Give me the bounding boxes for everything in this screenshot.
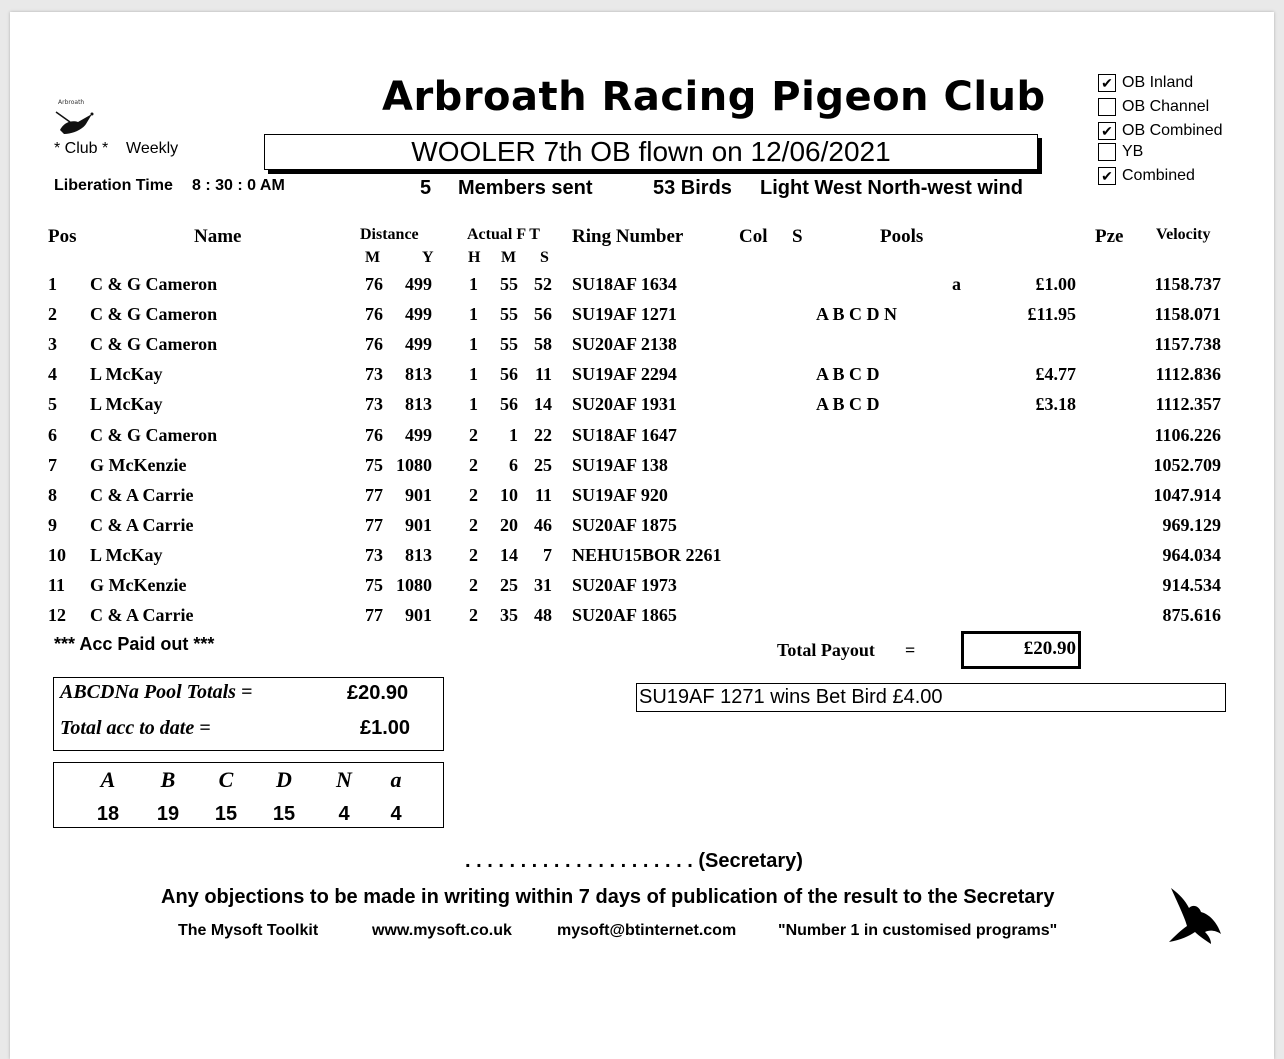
liberation-label: Liberation Time <box>54 177 173 194</box>
total-payout-equals: = <box>905 640 916 660</box>
cell-ring: NEHU15BOR 2261 <box>572 544 722 565</box>
pool-letter: N <box>336 767 352 792</box>
cell-s: 22 <box>534 424 552 445</box>
pool-count: 4 <box>338 803 350 825</box>
cell-pos: 7 <box>48 454 57 475</box>
cell-pze: £3.18 <box>1035 394 1076 415</box>
checkbox-mark-icon: ✔ <box>1098 167 1116 185</box>
pool-count: 15 <box>272 803 296 825</box>
col-dist-m: M <box>365 249 381 266</box>
cell-h: 2 <box>469 484 478 505</box>
cell-dist-y: 813 <box>405 394 432 415</box>
checkbox-yb[interactable]: YB <box>1098 143 1143 161</box>
cell-h: 1 <box>469 274 478 294</box>
cell-ring: SU20AF 1875 <box>572 514 677 535</box>
cell-h: 2 <box>469 544 478 565</box>
cell-m: 10 <box>500 484 518 505</box>
cell-name: G McKenzie <box>90 454 187 475</box>
cell-name: C & A Carrie <box>90 484 194 505</box>
checkbox-mark-icon: ✔ <box>1098 122 1116 140</box>
cell-m: 6 <box>509 454 518 475</box>
cell-ring: SU19AF 138 <box>572 454 668 475</box>
checkbox-ob-channel[interactable]: OB Channel <box>1098 98 1209 116</box>
cell-dist-y: 499 <box>405 424 432 445</box>
col-name: Name <box>194 226 242 247</box>
total-payout-value: £20.90 <box>961 631 1081 669</box>
club-label: * Club * <box>54 140 109 157</box>
cell-dist-y: 499 <box>405 334 432 355</box>
col-sex: S <box>792 226 803 247</box>
cell-h: 2 <box>469 514 478 535</box>
col-h: H <box>468 249 481 266</box>
cell-acc: a <box>952 274 961 294</box>
race-title: WOOLER 7th OB flown on 12/06/2021 <box>264 134 1038 170</box>
footer-email[interactable]: mysoft@btinternet.com <box>557 922 737 939</box>
pool-letter: D <box>276 767 292 792</box>
cell-h: 2 <box>469 605 478 626</box>
cell-h: 1 <box>469 304 478 325</box>
birds-count: 53 Birds <box>653 177 732 199</box>
frequency: Weekly <box>126 140 179 157</box>
cell-s: 46 <box>534 514 552 535</box>
cell-ring: SU20AF 2138 <box>572 334 677 355</box>
cell-name: C & A Carrie <box>90 605 194 626</box>
cell-pos: 9 <box>48 514 57 535</box>
checkbox-mark-icon <box>1098 143 1116 161</box>
col-m: M <box>501 249 517 266</box>
cell-dist-y: 901 <box>405 605 432 626</box>
cell-velocity: 1158.071 <box>1154 304 1221 325</box>
cell-velocity: 969.129 <box>1162 514 1221 535</box>
col-pos: Pos <box>48 226 77 247</box>
cell-velocity: 1047.914 <box>1153 484 1221 505</box>
cell-pos: 2 <box>48 304 57 325</box>
cell-name: C & G Cameron <box>90 304 218 325</box>
col-dist-y: Y <box>422 249 434 266</box>
footer-website[interactable]: www.mysoft.co.uk <box>372 922 512 939</box>
cell-dist-m: 75 <box>365 454 383 475</box>
checkbox-mark-icon: ✔ <box>1098 74 1116 92</box>
bird-silhouette <box>1165 884 1225 946</box>
cell-s: 52 <box>534 274 552 294</box>
col-velocity: Velocity <box>1156 226 1211 243</box>
col-actual: Actual F T <box>467 226 540 243</box>
pool-count: 15 <box>214 803 238 825</box>
cell-dist-y: 1080 <box>396 575 432 595</box>
cell-velocity: 1052.709 <box>1153 454 1221 475</box>
cell-pools: A B C D <box>816 394 880 415</box>
checkbox-ob-inland[interactable]: ✔ OB Inland <box>1098 74 1193 92</box>
cell-ring: SU20AF 1973 <box>572 575 677 595</box>
cell-s: 25 <box>534 454 552 475</box>
col-pze: Pze <box>1095 226 1124 247</box>
cell-dist-m: 73 <box>365 544 383 565</box>
cell-velocity: 1112.357 <box>1155 394 1221 415</box>
cell-velocity: 1106.226 <box>1154 424 1221 445</box>
checkbox-ob-combined[interactable]: ✔ OB Combined <box>1098 122 1223 140</box>
cell-pos: 1 <box>48 274 57 294</box>
cell-dist-m: 76 <box>365 424 383 445</box>
cell-ring: SU19AF 2294 <box>572 364 677 385</box>
cell-dist-m: 76 <box>365 334 383 355</box>
bet-bird-box <box>636 683 1226 712</box>
cell-pze: £11.95 <box>1027 304 1076 325</box>
cell-m: 56 <box>500 394 518 415</box>
cell-m: 55 <box>500 274 518 294</box>
cell-name: C & G Cameron <box>90 274 218 294</box>
cell-dist-y: 499 <box>405 304 432 325</box>
cell-name: L McKay <box>90 544 163 565</box>
cell-dist-m: 73 <box>365 394 383 415</box>
cell-s: 11 <box>534 364 552 385</box>
cell-s: 56 <box>534 304 552 325</box>
cell-m: 56 <box>500 364 518 385</box>
pool-totals-label: ABCDNa Pool Totals = <box>60 681 253 703</box>
cell-name: C & A Carrie <box>90 514 194 535</box>
cell-s: 7 <box>543 544 552 565</box>
logo-text: Arbroath <box>58 99 85 106</box>
col-pools: Pools <box>880 226 924 247</box>
acc-paid-note: *** Acc Paid out *** <box>54 634 215 654</box>
cell-velocity: 1112.836 <box>1155 364 1221 385</box>
cell-h: 1 <box>469 334 478 355</box>
cell-dist-m: 77 <box>365 484 383 505</box>
cell-pos: 8 <box>48 484 57 505</box>
members-label: Members sent <box>458 177 593 199</box>
cell-dist-y: 1080 <box>396 454 432 475</box>
col-ring: Ring Number <box>572 226 684 247</box>
cell-dist-m: 77 <box>365 514 383 535</box>
bird-silhouette-icon <box>1165 884 1225 946</box>
cell-dist-m: 76 <box>365 304 383 325</box>
cell-s: 14 <box>534 394 552 415</box>
cell-ring: SU20AF 1865 <box>572 605 677 626</box>
cell-h: 2 <box>469 454 478 475</box>
cell-ring: SU19AF 920 <box>572 484 668 505</box>
acc-to-date-value: £1.00 <box>360 717 411 739</box>
cell-s: 48 <box>534 605 552 626</box>
cell-ring: SU18AF 1647 <box>572 424 677 445</box>
cell-h: 1 <box>469 364 478 385</box>
cell-velocity: 964.034 <box>1162 544 1221 565</box>
cell-m: 35 <box>500 605 518 626</box>
cell-name: C & G Cameron <box>90 424 218 445</box>
secretary-signature-line: . . . . . . . . . . . . . . . . . . . . . (Secretary) <box>465 850 803 872</box>
cell-h: 1 <box>469 394 478 415</box>
total-payout-label: Total Payout <box>777 640 875 660</box>
cell-velocity: 1158.737 <box>1154 274 1221 294</box>
cell-dist-y: 813 <box>405 544 432 565</box>
club-logo <box>52 92 102 142</box>
cell-pos: 6 <box>48 424 57 445</box>
pool-count: 4 <box>390 803 402 825</box>
cell-ring: SU18AF 1634 <box>572 274 677 294</box>
cell-pools: A B C D N <box>816 304 898 325</box>
cell-pos: 12 <box>48 605 66 626</box>
cell-dist-y: 499 <box>405 274 432 294</box>
acc-to-date-label: Total acc to date = <box>60 717 211 739</box>
pool-letter: C <box>218 767 234 792</box>
cell-velocity: 875.616 <box>1162 605 1221 626</box>
cell-name: C & G Cameron <box>90 334 218 355</box>
cell-dist-m: 75 <box>365 575 383 595</box>
cell-dist-m: 73 <box>365 364 383 385</box>
cell-dist-y: 901 <box>405 484 432 505</box>
cell-s: 58 <box>534 334 552 355</box>
pool-letter: B <box>160 767 176 792</box>
cell-m: 25 <box>500 575 518 595</box>
footer-toolkit: The Mysoft Toolkit <box>178 922 319 939</box>
cell-dist-y: 813 <box>405 364 432 385</box>
cell-pos: 10 <box>48 544 66 565</box>
cell-m: 55 <box>500 334 518 355</box>
checkbox-mark-icon <box>1098 98 1116 116</box>
cell-dist-m: 77 <box>365 605 383 626</box>
cell-velocity: 1157.738 <box>1154 334 1221 355</box>
col-col: Col <box>739 226 768 247</box>
cell-h: 2 <box>469 424 478 445</box>
cell-dist-m: 76 <box>365 274 383 294</box>
col-distance: Distance <box>360 226 419 243</box>
wind-info: Light West North-west wind <box>760 177 1023 199</box>
cell-s: 31 <box>534 575 552 595</box>
result-sheet <box>10 12 1274 1059</box>
pool-count: 18 <box>96 803 120 825</box>
cell-name: G McKenzie <box>90 575 187 595</box>
cell-name: L McKay <box>90 394 163 415</box>
page-title: Arbroath Racing Pigeon Club <box>382 74 1046 120</box>
cell-ring: SU20AF 1931 <box>572 394 677 415</box>
footer-slogan: "Number 1 in customised programs" <box>778 922 1058 939</box>
cell-s: 11 <box>534 484 552 505</box>
checkbox-combined[interactable]: ✔ Combined <box>1098 167 1195 185</box>
cell-ring: SU19AF 1271 <box>572 304 677 325</box>
pool-letter: A <box>100 767 116 792</box>
cell-h: 2 <box>469 575 478 595</box>
cell-pze: £1.00 <box>1035 274 1076 294</box>
pigeon-logo-icon <box>52 92 102 142</box>
members-count: 5 <box>420 177 432 199</box>
cell-pools: A B C D <box>816 364 880 385</box>
cell-pos: 5 <box>48 394 57 415</box>
cell-m: 1 <box>509 424 518 445</box>
cell-pos: 11 <box>48 575 66 595</box>
pool-letter: a <box>390 767 402 792</box>
pool-totals-value: £20.90 <box>347 682 409 704</box>
cell-name: L McKay <box>90 364 163 385</box>
cell-pos: 3 <box>48 334 57 355</box>
liberation-time: 8 : 30 : 0 AM <box>192 177 285 194</box>
pool-count: 19 <box>156 803 180 825</box>
objections-notice: Any objections to be made in writing within 7 days of publication of the result to the Secretary <box>161 886 1055 908</box>
col-s: S <box>540 249 549 266</box>
cell-m: 55 <box>500 304 518 325</box>
bet-bird-text: SU19AF 1271 wins Bet Bird £4.00 <box>639 686 943 708</box>
cell-pze: £4.77 <box>1035 364 1076 385</box>
cell-m: 14 <box>500 544 518 565</box>
cell-dist-y: 901 <box>405 514 432 535</box>
cell-m: 20 <box>500 514 518 535</box>
cell-velocity: 914.534 <box>1162 575 1221 595</box>
cell-pos: 4 <box>48 364 57 385</box>
